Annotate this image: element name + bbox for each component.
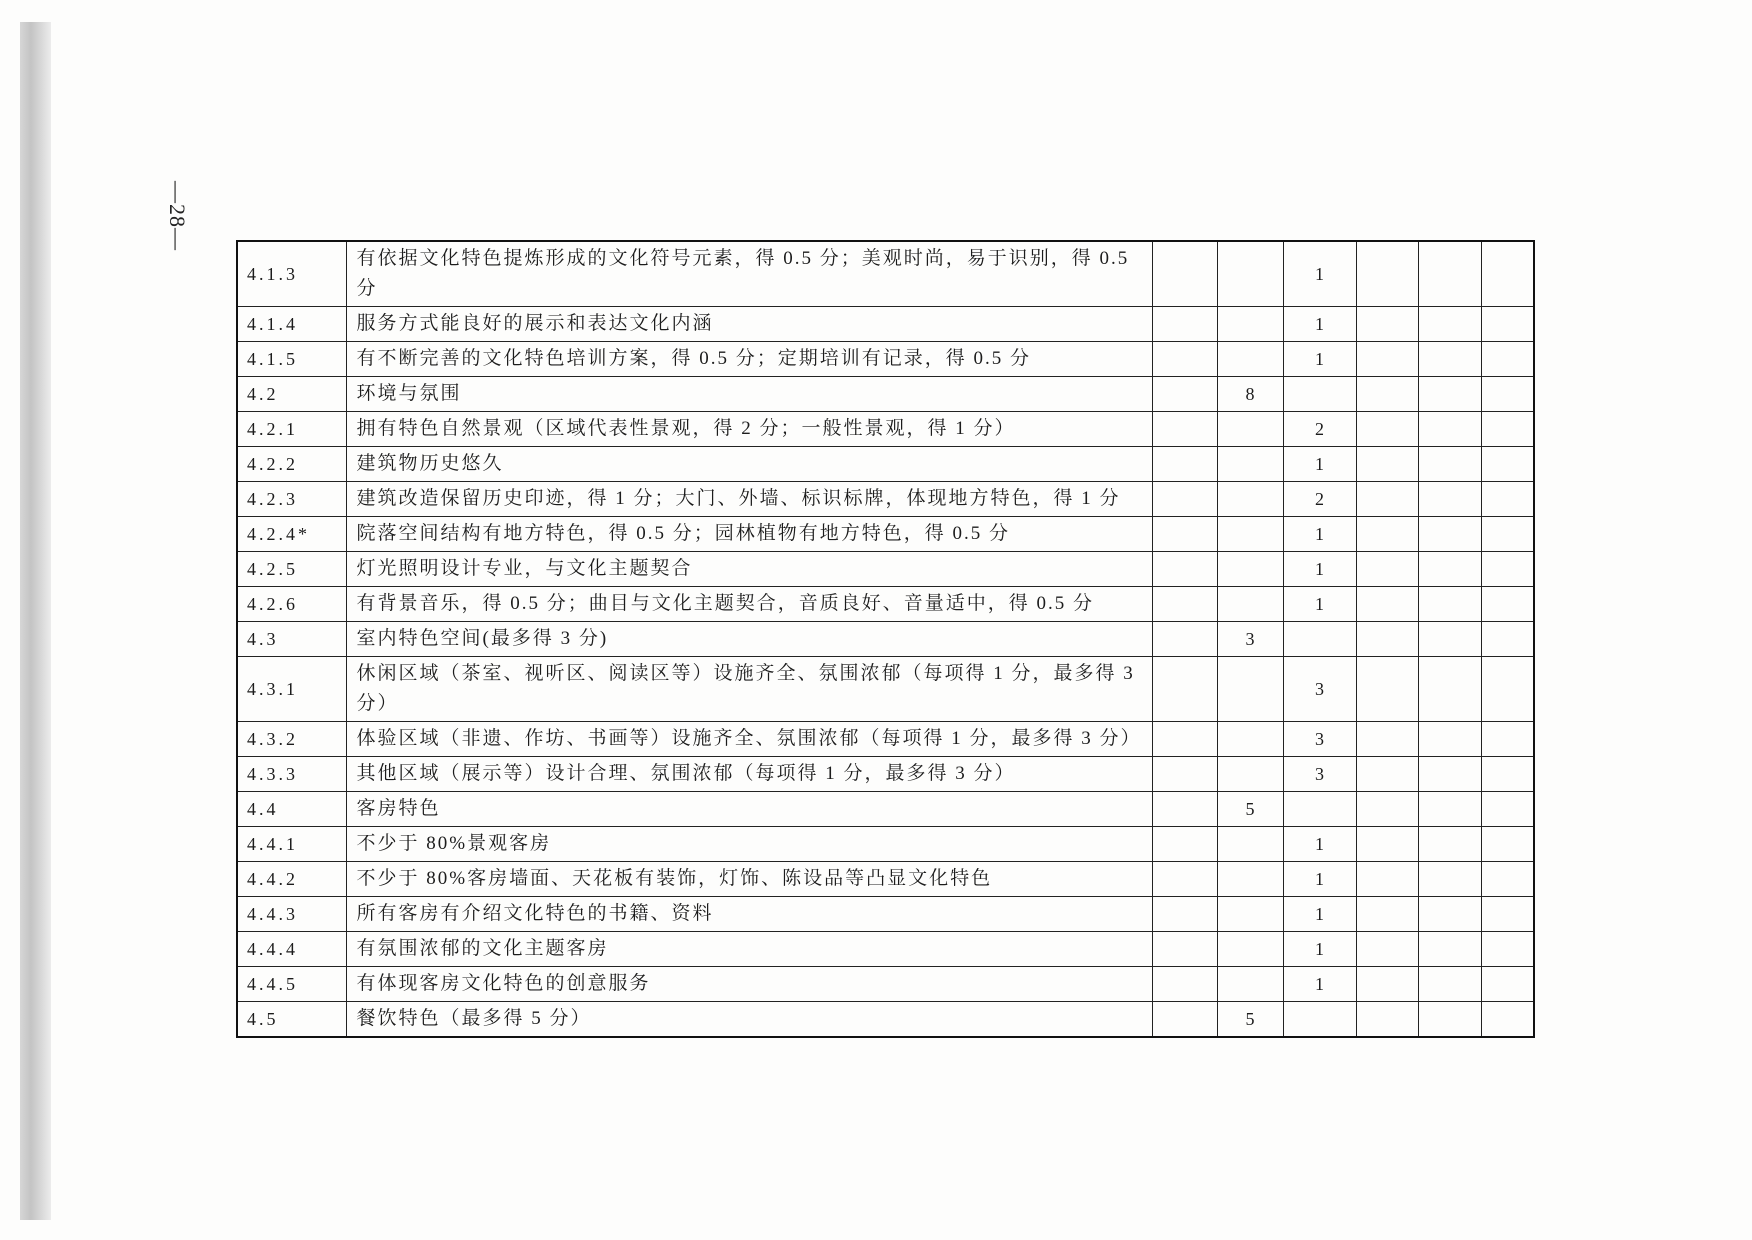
blank-score-cell xyxy=(1481,1002,1534,1038)
section-score-cell xyxy=(1217,862,1283,897)
item-score-cell: 1 xyxy=(1283,517,1356,552)
item-description: 有依据文化特色提炼形成的文化符号元素，得 0.5 分；美观时尚，易于识别，得 0.5 分 xyxy=(346,241,1152,307)
blank-score-cell xyxy=(1481,757,1534,792)
blank-score-cell xyxy=(1356,1002,1418,1038)
item-description: 灯光照明设计专业，与文化主题契合 xyxy=(346,552,1152,587)
blank-score-cell xyxy=(1418,622,1481,657)
blank-score-cell xyxy=(1356,342,1418,377)
blank-score-cell xyxy=(1356,827,1418,862)
item-description: 有体现客房文化特色的创意服务 xyxy=(346,967,1152,1002)
item-score-cell: 1 xyxy=(1283,241,1356,307)
item-score-cell: 3 xyxy=(1283,657,1356,722)
blank-score-cell xyxy=(1152,482,1217,517)
section-score-cell xyxy=(1217,587,1283,622)
blank-score-cell xyxy=(1418,932,1481,967)
table-row xyxy=(237,792,1534,827)
blank-score-cell xyxy=(1152,412,1217,447)
blank-score-cell xyxy=(1356,622,1418,657)
section-score-cell xyxy=(1217,241,1283,307)
item-description: 休闲区域（茶室、视听区、阅读区等）设施齐全、氛围浓郁（每项得 1 分，最多得 3 分） xyxy=(346,657,1152,722)
blank-score-cell xyxy=(1481,447,1534,482)
table-row xyxy=(237,932,1534,967)
item-description: 餐饮特色（最多得 5 分） xyxy=(346,1002,1152,1038)
blank-score-cell xyxy=(1356,412,1418,447)
section-score-cell xyxy=(1217,342,1283,377)
blank-score-cell xyxy=(1481,897,1534,932)
item-code: 4.2.5 xyxy=(237,552,346,587)
item-score-cell: 1 xyxy=(1283,932,1356,967)
table-row xyxy=(237,342,1534,377)
item-code: 4.2.1 xyxy=(237,412,346,447)
blank-score-cell xyxy=(1152,587,1217,622)
item-score-cell: 1 xyxy=(1283,967,1356,1002)
blank-score-cell xyxy=(1152,827,1217,862)
table-row xyxy=(237,587,1534,622)
item-code: 4.2.2 xyxy=(237,447,346,482)
blank-score-cell xyxy=(1356,377,1418,412)
item-code: 4.4 xyxy=(237,792,346,827)
section-score-cell xyxy=(1217,447,1283,482)
blank-score-cell xyxy=(1418,482,1481,517)
blank-score-cell xyxy=(1356,757,1418,792)
item-description: 服务方式能良好的展示和表达文化内涵 xyxy=(346,307,1152,342)
table-row xyxy=(237,517,1534,552)
blank-score-cell xyxy=(1481,412,1534,447)
section-score-cell xyxy=(1217,897,1283,932)
item-description: 有不断完善的文化特色培训方案，得 0.5 分；定期培训有记录，得 0.5 分 xyxy=(346,342,1152,377)
scan-edge-shadow xyxy=(20,22,51,1220)
table-row xyxy=(237,657,1534,722)
blank-score-cell xyxy=(1418,792,1481,827)
item-code: 4.2 xyxy=(237,377,346,412)
blank-score-cell xyxy=(1152,241,1217,307)
blank-score-cell xyxy=(1418,412,1481,447)
table-row xyxy=(237,967,1534,1002)
item-description: 有背景音乐，得 0.5 分；曲目与文化主题契合，音质良好、音量适中，得 0.5 分 xyxy=(346,587,1152,622)
table-row xyxy=(237,482,1534,517)
item-code: 4.3.2 xyxy=(237,722,346,757)
table-row xyxy=(237,447,1534,482)
blank-score-cell xyxy=(1152,657,1217,722)
blank-score-cell xyxy=(1152,757,1217,792)
item-description: 建筑改造保留历史印迹，得 1 分；大门、外墙、标识标牌，体现地方特色，得 1 分 xyxy=(346,482,1152,517)
section-score-cell: 5 xyxy=(1217,792,1283,827)
blank-score-cell xyxy=(1152,897,1217,932)
blank-score-cell xyxy=(1356,932,1418,967)
blank-score-cell xyxy=(1356,862,1418,897)
item-code: 4.3 xyxy=(237,622,346,657)
item-code: 4.4.2 xyxy=(237,862,346,897)
blank-score-cell xyxy=(1356,241,1418,307)
table-row xyxy=(237,552,1534,587)
section-score-cell: 5 xyxy=(1217,1002,1283,1038)
item-score-cell xyxy=(1283,1002,1356,1038)
blank-score-cell xyxy=(1418,657,1481,722)
blank-score-cell xyxy=(1418,827,1481,862)
table-row xyxy=(237,827,1534,862)
item-code: 4.3.3 xyxy=(237,757,346,792)
item-score-cell xyxy=(1283,622,1356,657)
table-row xyxy=(237,622,1534,657)
table-row xyxy=(237,862,1534,897)
blank-score-cell xyxy=(1481,307,1534,342)
table-row xyxy=(237,722,1534,757)
item-code: 4.2.4* xyxy=(237,517,346,552)
section-score-cell xyxy=(1217,827,1283,862)
blank-score-cell xyxy=(1152,722,1217,757)
item-code: 4.4.3 xyxy=(237,897,346,932)
blank-score-cell xyxy=(1356,587,1418,622)
item-code: 4.4.1 xyxy=(237,827,346,862)
item-description: 有氛围浓郁的文化主题客房 xyxy=(346,932,1152,967)
section-score-cell xyxy=(1217,967,1283,1002)
item-description: 其他区域（展示等）设计合理、氛围浓郁（每项得 1 分，最多得 3 分） xyxy=(346,757,1152,792)
item-score-cell: 3 xyxy=(1283,722,1356,757)
blank-score-cell xyxy=(1356,897,1418,932)
item-description: 客房特色 xyxy=(346,792,1152,827)
item-description: 建筑物历史悠久 xyxy=(346,447,1152,482)
item-score-cell: 1 xyxy=(1283,862,1356,897)
blank-score-cell xyxy=(1481,862,1534,897)
blank-score-cell xyxy=(1152,792,1217,827)
item-description: 不少于 80%客房墙面、天花板有装饰，灯饰、陈设品等凸显文化特色 xyxy=(346,862,1152,897)
blank-score-cell xyxy=(1356,967,1418,1002)
blank-score-cell xyxy=(1152,342,1217,377)
item-code: 4.2.3 xyxy=(237,482,346,517)
blank-score-cell xyxy=(1481,517,1534,552)
section-score-cell xyxy=(1217,722,1283,757)
table-row xyxy=(237,307,1534,342)
blank-score-cell xyxy=(1418,307,1481,342)
table-body xyxy=(237,241,1534,1037)
table-row xyxy=(237,377,1534,412)
blank-score-cell xyxy=(1152,307,1217,342)
item-description: 室内特色空间(最多得 3 分) xyxy=(346,622,1152,657)
item-description: 不少于 80%景观客房 xyxy=(346,827,1152,862)
section-score-cell xyxy=(1217,657,1283,722)
blank-score-cell xyxy=(1418,862,1481,897)
blank-score-cell xyxy=(1356,482,1418,517)
item-score-cell: 2 xyxy=(1283,412,1356,447)
item-score-cell: 1 xyxy=(1283,342,1356,377)
section-score-cell xyxy=(1217,517,1283,552)
section-score-cell xyxy=(1217,412,1283,447)
item-code: 4.5 xyxy=(237,1002,346,1038)
blank-score-cell xyxy=(1418,587,1481,622)
item-score-cell: 2 xyxy=(1283,482,1356,517)
blank-score-cell xyxy=(1418,1002,1481,1038)
blank-score-cell xyxy=(1356,517,1418,552)
item-score-cell xyxy=(1283,792,1356,827)
blank-score-cell xyxy=(1418,517,1481,552)
blank-score-cell xyxy=(1418,342,1481,377)
blank-score-cell xyxy=(1356,657,1418,722)
table-row xyxy=(237,757,1534,792)
item-code: 4.4.4 xyxy=(237,932,346,967)
page-number: —28— xyxy=(165,181,190,251)
blank-score-cell xyxy=(1152,552,1217,587)
blank-score-cell xyxy=(1152,862,1217,897)
blank-score-cell xyxy=(1481,552,1534,587)
blank-score-cell xyxy=(1152,517,1217,552)
blank-score-cell xyxy=(1481,967,1534,1002)
blank-score-cell xyxy=(1152,622,1217,657)
item-score-cell: 3 xyxy=(1283,757,1356,792)
blank-score-cell xyxy=(1481,792,1534,827)
blank-score-cell xyxy=(1481,722,1534,757)
section-score-cell xyxy=(1217,552,1283,587)
item-code: 4.1.3 xyxy=(237,241,346,307)
blank-score-cell xyxy=(1418,722,1481,757)
blank-score-cell xyxy=(1356,792,1418,827)
item-score-cell: 1 xyxy=(1283,447,1356,482)
blank-score-cell xyxy=(1418,757,1481,792)
blank-score-cell xyxy=(1481,932,1534,967)
item-code: 4.3.1 xyxy=(237,657,346,722)
table-row xyxy=(237,241,1534,307)
blank-score-cell xyxy=(1481,241,1534,307)
item-score-cell: 1 xyxy=(1283,552,1356,587)
table-row xyxy=(237,1002,1534,1038)
item-score-cell xyxy=(1283,377,1356,412)
item-code: 4.1.5 xyxy=(237,342,346,377)
table-row xyxy=(237,412,1534,447)
item-score-cell: 1 xyxy=(1283,897,1356,932)
item-description: 所有客房有介绍文化特色的书籍、资料 xyxy=(346,897,1152,932)
section-score-cell xyxy=(1217,757,1283,792)
blank-score-cell xyxy=(1481,377,1534,412)
blank-score-cell xyxy=(1356,447,1418,482)
blank-score-cell xyxy=(1418,967,1481,1002)
blank-score-cell xyxy=(1152,967,1217,1002)
blank-score-cell xyxy=(1356,722,1418,757)
blank-score-cell xyxy=(1481,657,1534,722)
blank-score-cell xyxy=(1152,932,1217,967)
blank-score-cell xyxy=(1152,1002,1217,1038)
blank-score-cell xyxy=(1481,482,1534,517)
item-code: 4.1.4 xyxy=(237,307,346,342)
item-score-cell: 1 xyxy=(1283,587,1356,622)
table-row xyxy=(237,897,1534,932)
scoring-table xyxy=(236,240,1535,1038)
item-description: 拥有特色自然景观（区域代表性景观，得 2 分；一般性景观，得 1 分） xyxy=(346,412,1152,447)
section-score-cell xyxy=(1217,482,1283,517)
blank-score-cell xyxy=(1152,447,1217,482)
item-description: 环境与氛围 xyxy=(346,377,1152,412)
section-score-cell: 8 xyxy=(1217,377,1283,412)
blank-score-cell xyxy=(1418,552,1481,587)
blank-score-cell xyxy=(1481,587,1534,622)
blank-score-cell xyxy=(1481,827,1534,862)
blank-score-cell xyxy=(1418,897,1481,932)
section-score-cell: 3 xyxy=(1217,622,1283,657)
item-code: 4.2.6 xyxy=(237,587,346,622)
blank-score-cell xyxy=(1481,622,1534,657)
blank-score-cell xyxy=(1152,377,1217,412)
item-score-cell: 1 xyxy=(1283,827,1356,862)
item-description: 院落空间结构有地方特色，得 0.5 分；园林植物有地方特色，得 0.5 分 xyxy=(346,517,1152,552)
blank-score-cell xyxy=(1418,377,1481,412)
blank-score-cell xyxy=(1481,342,1534,377)
section-score-cell xyxy=(1217,307,1283,342)
blank-score-cell xyxy=(1356,552,1418,587)
item-description: 体验区域（非遗、作坊、书画等）设施齐全、氛围浓郁（每项得 1 分，最多得 3 分） xyxy=(346,722,1152,757)
blank-score-cell xyxy=(1418,447,1481,482)
item-score-cell: 1 xyxy=(1283,307,1356,342)
blank-score-cell xyxy=(1418,241,1481,307)
item-code: 4.4.5 xyxy=(237,967,346,1002)
blank-score-cell xyxy=(1356,307,1418,342)
section-score-cell xyxy=(1217,932,1283,967)
